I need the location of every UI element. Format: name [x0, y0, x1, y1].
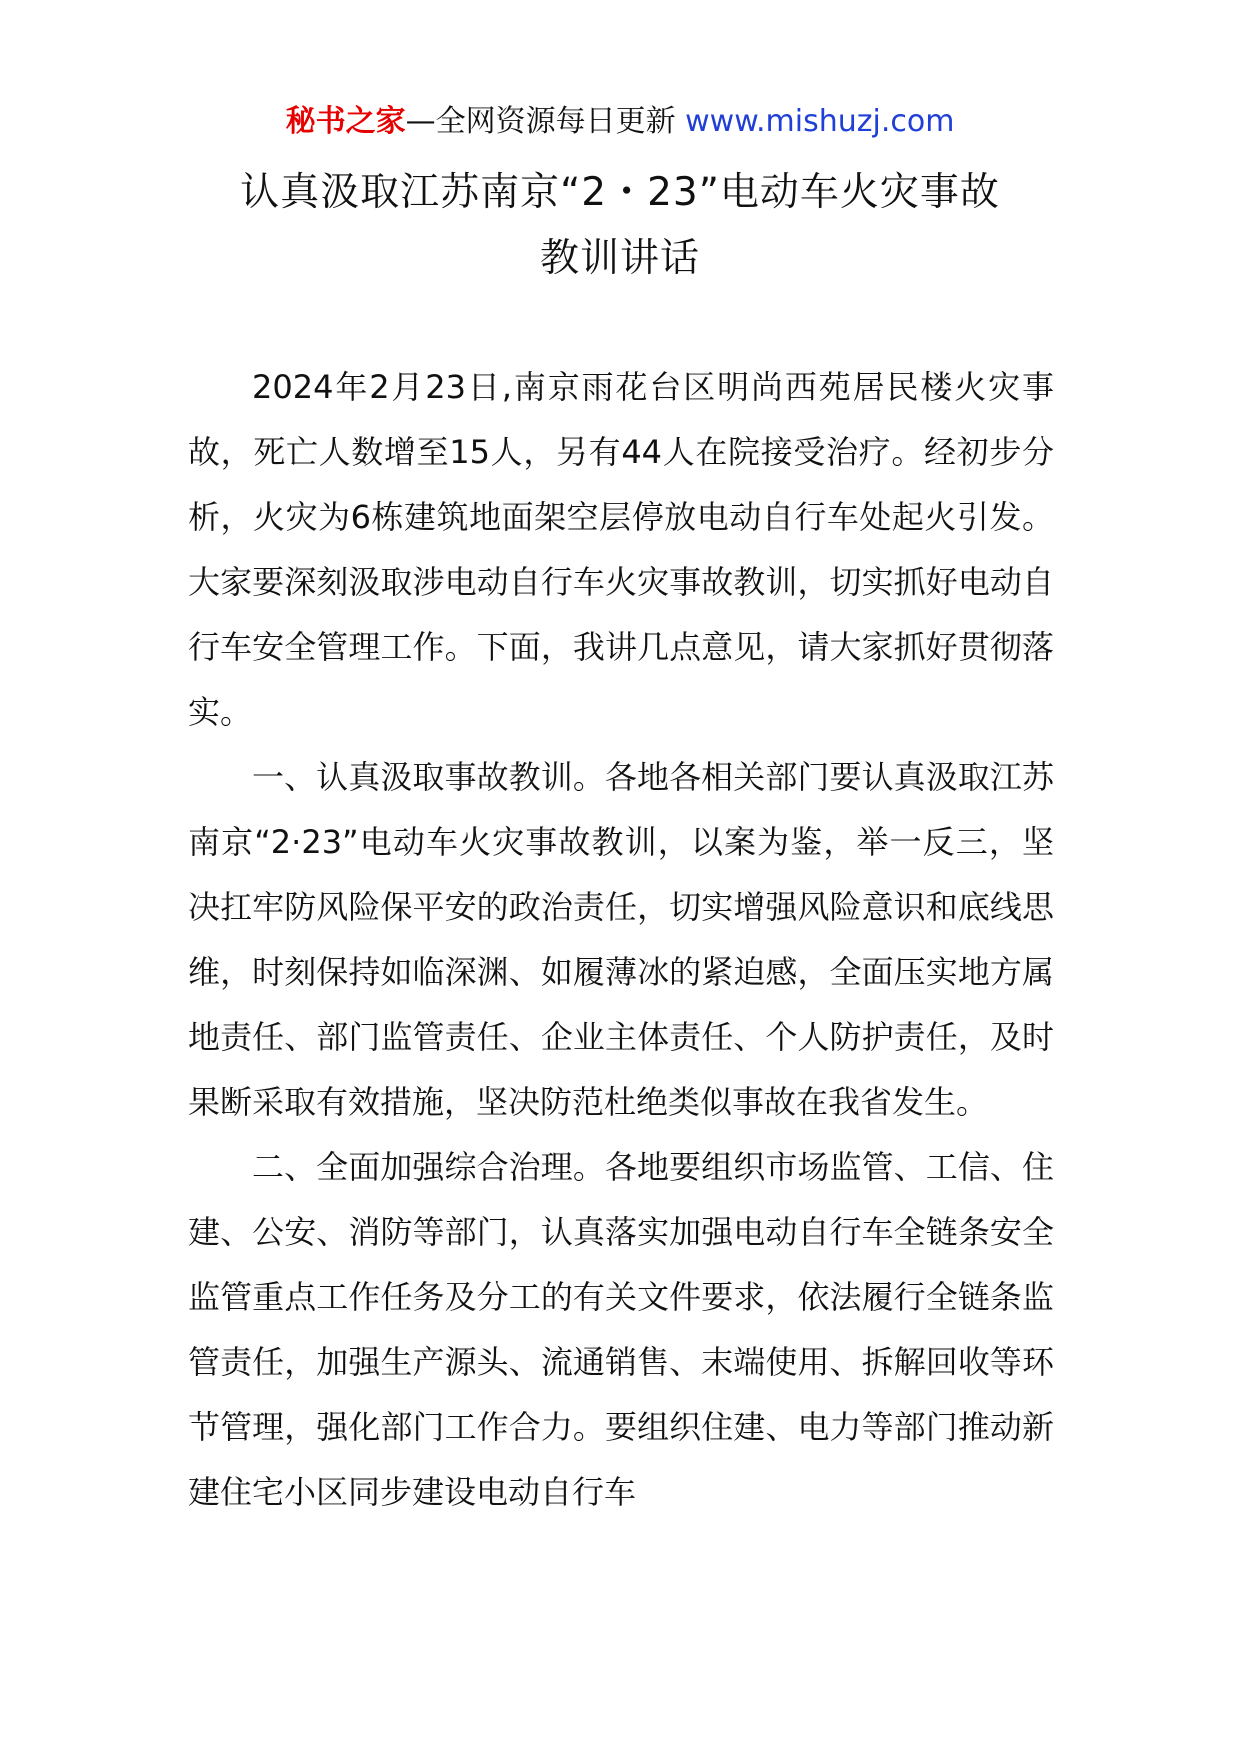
site-url-link[interactable]: www.mishuzj.com: [685, 104, 955, 139]
paragraph-section-1: 一、认真汲取事故教训。各地各相关部门要认真汲取江苏南京“2·23”电动车火灾事故教训，以案为鉴，举一反三，坚决扛牢防风险保平安的政治责任，切实增强风险意识和底线思维，时刻保持如临深渊、如履薄冰的紧迫感，全面压实地方属地责任、部门监管责任、企业主体责任、个人防护责任，及时果断采取有效措施，坚决防范杜绝类似事故在我省发生。: [188, 758, 1054, 1121]
brand-name: 秘书之家: [285, 104, 406, 139]
site-header: [0, 100, 1240, 144]
document-body: [188, 355, 1054, 1525]
paragraph-intro: 2024年2月23日,南京雨花台区明尚西苑居民楼火灾事故，死亡人数增至15人，另有44人在院接受治疗。经初步分析，火灾为6栋建筑地面架空层停放电动自行车处起火引发。大家要深刻汲取涉电动自行车火灾事故教训，切实抓好电动自行车安全管理工作。下面，我讲几点意见，请大家抓好贯彻落实。: [188, 368, 1054, 731]
title-line-2: 教训讲话: [539, 236, 700, 281]
title-line-1: 认真汲取江苏南京“2・23”电动车火灾事故: [240, 170, 1000, 215]
site-slogan: —全网资源每日更新: [405, 104, 676, 139]
document-title: [150, 160, 1090, 292]
paragraph-section-2: 二、全面加强综合治理。各地要组织市场监管、工信、住建、公安、消防等部门，认真落实加强电动自行车全链条安全监管重点工作任务及分工的有关文件要求，依法履行全链条监管责任，加强生产源头、流通销售、末端使用、拆解回收等环节管理，强化部门工作合力。要组织住建、电力等部门推动新建住宅小区同步建设电动自行车: [188, 1148, 1054, 1511]
